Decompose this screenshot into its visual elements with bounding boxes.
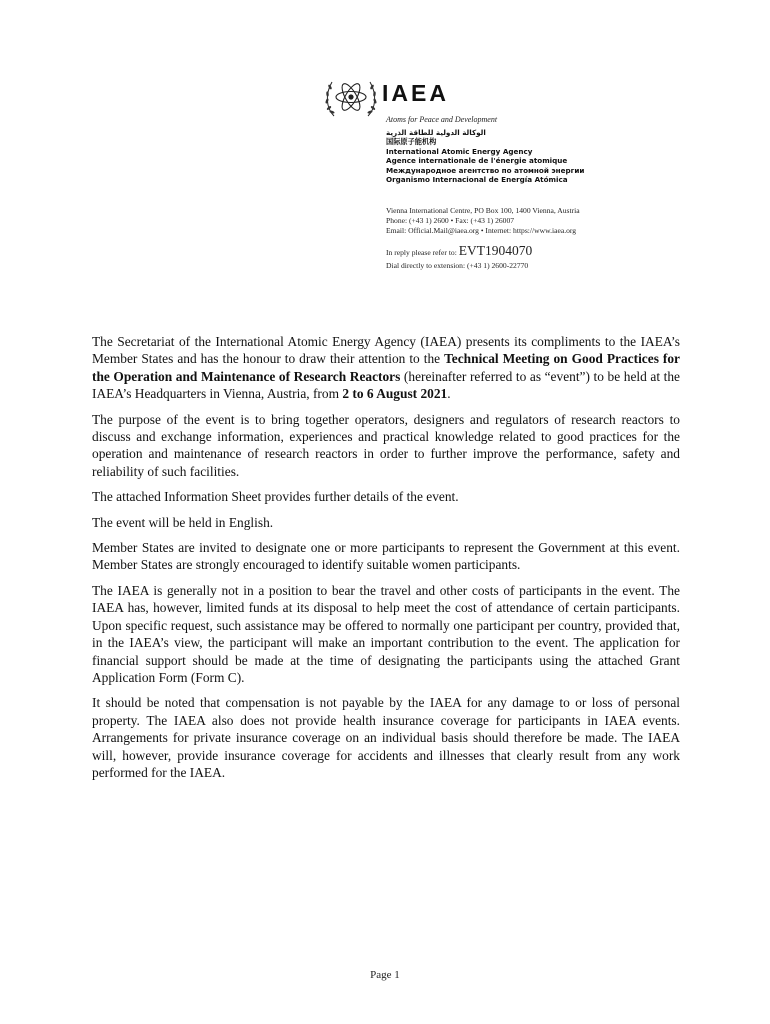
reference-code: EVT1904070 <box>458 243 533 258</box>
paragraph-language: The event will be held in English. <box>92 514 274 530</box>
org-name-russian: Международное агентство по атомной энергии <box>386 165 585 175</box>
paragraph-intro <box>92 333 680 403</box>
org-names-multilingual <box>386 128 584 184</box>
iaea-logo-icon <box>322 72 380 124</box>
reference-label: In reply please refer to: <box>386 248 457 257</box>
contact-block <box>386 206 580 237</box>
paragraph-participants: Member States are invited to designate one or more participants to represent the Government at this event. Member States are strongly encouraged to identify suitable women participants. <box>92 540 680 573</box>
reference-block <box>386 244 532 272</box>
org-name-spanish: Organismo Internacional de Energía Atómica <box>386 175 568 185</box>
event-dates: 2 to 6 August 2021 <box>342 386 448 402</box>
org-name-chinese: 国际原子能机构 <box>386 137 437 147</box>
org-name-french: Agence internationale de l'énergie atomique <box>386 156 568 166</box>
intro-text-c: (hereinafter referred to as “event”) to be held at the IAEA’s Headquarters in Vienna, Austria, from <box>92 368 680 402</box>
org-tagline: Atoms for Peace and Development <box>386 115 498 124</box>
paragraph-purpose: The purpose of the event is to bring together operators, designers and regulators of research reactors to discuss and exchange information, experiences and practical knowledge related to good practices for the operation and maintenance of research reactors in order to further improve the performance, safety and reliability of such facilities. <box>92 411 680 479</box>
contact-address: Vienna International Centre, PO Box 100, 1400 Vienna, Austria <box>386 206 580 215</box>
paragraph-insurance: It should be noted that compensation is not payable by the IAEA for any damage to or loss of personal property. The IAEA also does not provide health insurance coverage for participants in IAEA events. Arrangements for private insurance coverage on an individual basis should therefore be made. The IAEA will, however, provide insurance coverage for accidents and illnesses that clearly result from any work performed for the IAEA. <box>92 695 680 780</box>
paragraph-funding: The IAEA is generally not in a position to bear the travel and other costs of participants in the event. The IAEA has, however, limited funds at its disposal to help meet the cost of attendance of certain participants. Upon specific request, such assistance may be offered to normally one participant per country, provided that, in the IAEA’s view, the participant will make an important contribution to the event. The application for financial support should be made at the time of designating the participants using the attached Grant Application Form (Form C). <box>92 582 680 685</box>
event-title: Technical Meeting on Good Practices for the Operation and Maintenance of Research Reactors <box>92 351 680 384</box>
org-name-arabic: الوكالة الدولية للطاقة الذرية <box>386 128 486 137</box>
contact-email: Email: Official.Mail@iaea.org • Internet: https://www.iaea.org <box>386 226 577 236</box>
org-name-english: International Atomic Energy Agency <box>386 146 533 156</box>
page-number: Page 1 <box>370 969 400 981</box>
letter-body <box>92 333 680 789</box>
intro-text-a: The Secretariat of the International Atomic Energy Agency (IAEA) presents its compliments to the IAEA’s Member States and has the honour to draw their attention to the <box>92 334 680 367</box>
contact-phone: Phone: (+43 1) 2600 • Fax: (+43 1) 26007 <box>386 216 515 226</box>
org-name: IAEA <box>382 80 449 106</box>
paragraph-info-sheet: The attached Information Sheet provides further details of the event. <box>92 489 459 505</box>
reference-line <box>386 244 532 259</box>
intro-text-e: . <box>447 386 451 402</box>
dial-extension: Dial directly to extension: (+43 1) 2600-22770 <box>386 261 529 270</box>
